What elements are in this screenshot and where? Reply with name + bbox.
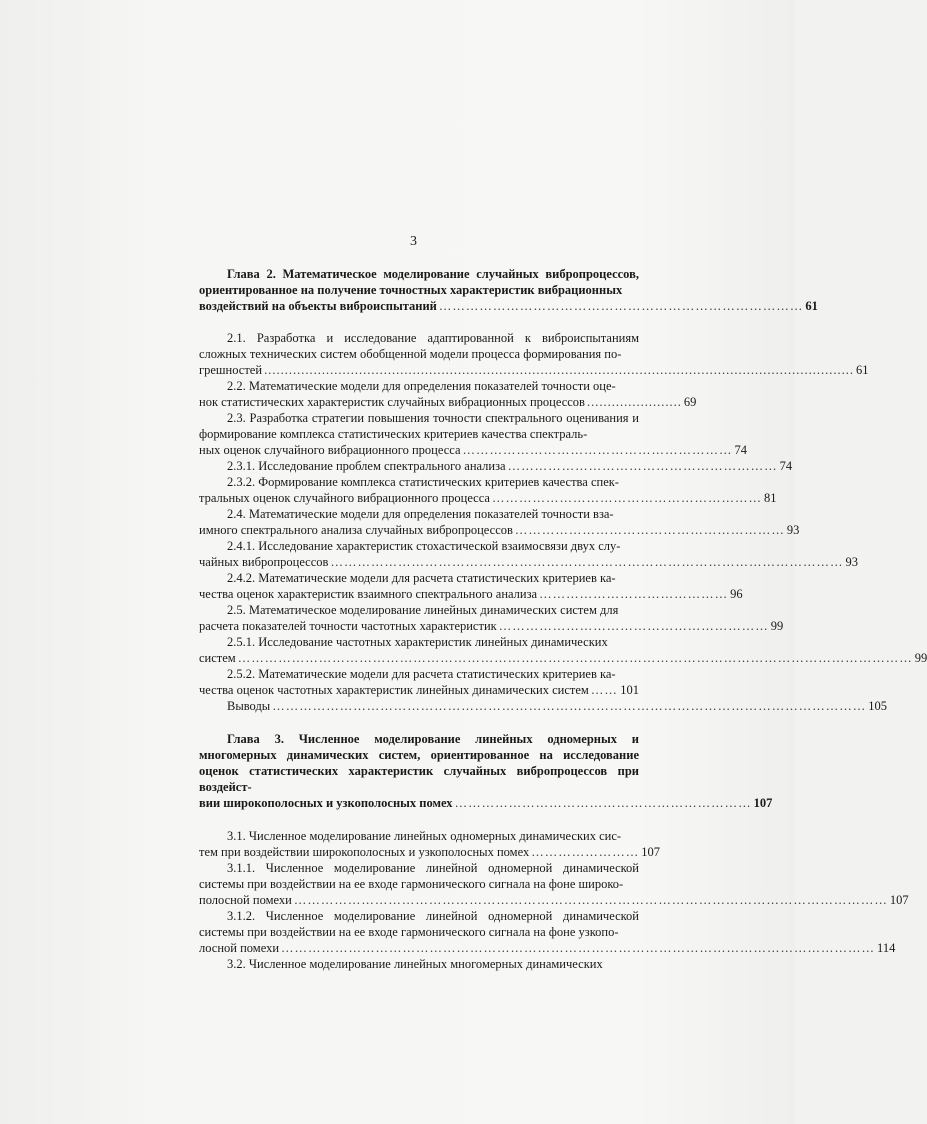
page-ref: 61 [855, 363, 869, 377]
leader-dots: ………………………………………………………… [454, 796, 752, 810]
toc-entry[interactable] [199, 908, 896, 956]
toc-entry[interactable] [199, 860, 909, 908]
entry-text: 3.1. Численное моделирование линейных одномерных динамических сис- [227, 829, 622, 843]
leader-dots: …………………………………………………… [514, 523, 785, 537]
page-ref: 61 [805, 299, 818, 313]
entry-text: 2.4.2. Математические модели для расчета статистических критериев ка- [227, 571, 616, 585]
chapter-title-last-line [199, 298, 818, 314]
entry-text-end: лосной помехи [199, 941, 280, 955]
entry-text-end: чества оценок частотных характеристик линейных динамических систем [199, 683, 589, 697]
leader-dots: …………………………………………………… [507, 459, 778, 473]
toc-entry[interactable] [199, 458, 793, 474]
entry-text-end: систем [199, 651, 236, 665]
entry-text: 2.5. Математическое моделирование линейных динамических систем для [227, 603, 619, 617]
entry-text: 2.5.1. Исследование частотных характеристик линейных динамических [227, 635, 608, 649]
entry-text-end: грешностей [199, 363, 263, 377]
leader-dots: …………………………………………………………………………………………………………………………………… [237, 651, 913, 665]
table-of-contents [199, 266, 927, 972]
toc-chapter-2[interactable] [199, 266, 818, 314]
entry-text-end: чества оценок характеристик взаимного спектрального анализа [199, 587, 538, 601]
leader-dots: …………………………………… [539, 587, 729, 601]
leader-dots: …………………………………………………………………………………………………………………… [272, 699, 867, 713]
entry-text: 2.3.2. Формирование комплекса статистических критериев качества спек- [227, 475, 619, 489]
page-ref: 105 [868, 699, 887, 713]
toc-entry[interactable] [199, 538, 858, 570]
toc-entry[interactable] [199, 698, 887, 714]
entry-text: 2.4. Математические модели для определения показателей точности вза- [227, 507, 614, 521]
toc-chapter-3[interactable] [199, 731, 773, 811]
leader-dots: …………………… [531, 845, 640, 859]
leader-dots: …………………………………………………………………………………………………………………… [281, 941, 876, 955]
entry-text: 3.1.1. Численное моделирование линейной одномерной динамической системы при воздействии на ее входе гармонического сигнала на фоне широко- [199, 861, 639, 891]
entry-text: 2.2. Математические модели для определения показателей точности оце- [227, 379, 616, 393]
chapter-title-last-line [199, 795, 773, 811]
entry-text: 3.2. Численное моделирование линейных многомерных динамических [227, 957, 603, 971]
leader-dots: …………………………………………………… [491, 491, 762, 505]
page-ref: 93 [845, 555, 858, 569]
entry-text-end: чайных вибропроцессов [199, 555, 329, 569]
toc-entry[interactable] [199, 666, 639, 698]
page-ref: 101 [620, 683, 639, 697]
page-ref: 74 [779, 459, 793, 473]
toc-entry[interactable] [199, 602, 784, 634]
entry-text-end: расчета показателей точности частотных характеристик [199, 619, 497, 633]
toc-entry[interactable] [199, 474, 777, 506]
entry-text-end: тральных оценок случайного вибрационного процесса [199, 491, 490, 505]
page-ref: 99 [914, 651, 927, 665]
entry-text-end: Выводы [227, 699, 271, 713]
leader-dots: ……………………………………………………………………… [438, 299, 804, 313]
leader-dots: ....................... [586, 395, 682, 409]
toc-entry[interactable] [199, 378, 697, 410]
entry-text: 3.1.2. Численное моделирование линейной одномерной динамической системы при воздействии на ее входе гармонического сигнала на фоне узкопо- [199, 909, 639, 939]
entry-text: 2.3. Разработка стратегии повышения точности спектрального оценивания и формирование комплекса статистических критериев качества спектраль- [199, 411, 639, 441]
entry-text-end: ных оценок случайного вибрационного процесса [199, 443, 461, 457]
page-ref: 74 [734, 443, 748, 457]
entry-text-end: 2.3.1. Исследование проблем спектрального анализа [227, 459, 506, 473]
toc-entry[interactable] [199, 506, 800, 538]
toc-entry[interactable] [199, 570, 743, 602]
chapter-title-start: Глава 2. Математическое моделирование случайных вибропроцессов, ориентированное на получение точностных характеристик вибрационных [199, 267, 639, 297]
entry-text-end: тем при воздействии широкополосных и узкополосных помех [199, 845, 530, 859]
chapter-title-end: воздействий на объекты виброиспытаний [199, 299, 437, 313]
toc-entry[interactable] [199, 828, 660, 860]
leader-dots: …………………………………………………… [462, 443, 733, 457]
entry-text: 2.4.1. Исследование характеристик стохастической взаимосвязи двух слу- [227, 539, 621, 553]
page-ref: 96 [730, 587, 743, 601]
entry-text-end: полосной помехи [199, 893, 292, 907]
page-ref: 93 [786, 523, 800, 537]
page-ref: 81 [763, 491, 777, 505]
page-ref: 114 [877, 941, 896, 955]
leader-dots: …………………………………………………………………………………………………………………… [293, 893, 888, 907]
page-ref: 107 [641, 845, 660, 859]
page-ref: 69 [683, 395, 697, 409]
toc-entry[interactable] [199, 330, 869, 378]
leader-dots: ............................................................................................................................................... [264, 363, 854, 377]
entry-text-end: имного спектрального анализа случайных вибропроцессов [199, 523, 513, 537]
leader-dots: …… [590, 683, 618, 697]
page-number: 3 [410, 234, 417, 249]
toc-entry[interactable] [199, 956, 639, 972]
leader-dots: …………………………………………………… [498, 619, 769, 633]
toc-entry[interactable] [199, 410, 748, 458]
chapter-title-start: Глава 3. Численное моделирование линейных одномерных и многомерных динамических систем, ориентированное на исследование оценок статистических характеристик случайных вибропроцессов при воздейст- [199, 732, 639, 794]
page-ref: 107 [889, 893, 909, 907]
leader-dots: …………………………………………………………………………………………………… [330, 555, 844, 569]
chapter-title-end: вии широкополосных и узкополосных помех [199, 796, 453, 810]
entry-text: 2.1. Разработка и исследование адаптированной к виброиспытаниям сложных технических систем обобщенной модели процесса формирования по- [199, 331, 639, 361]
page-ref: 107 [753, 796, 773, 810]
toc-entry[interactable] [199, 634, 927, 666]
entry-text-end: нок статистических характеристик случайных вибрационных процессов [199, 395, 585, 409]
entry-text: 2.5.2. Математические модели для расчета статистических критериев ка- [227, 667, 616, 681]
page-ref: 99 [770, 619, 784, 633]
